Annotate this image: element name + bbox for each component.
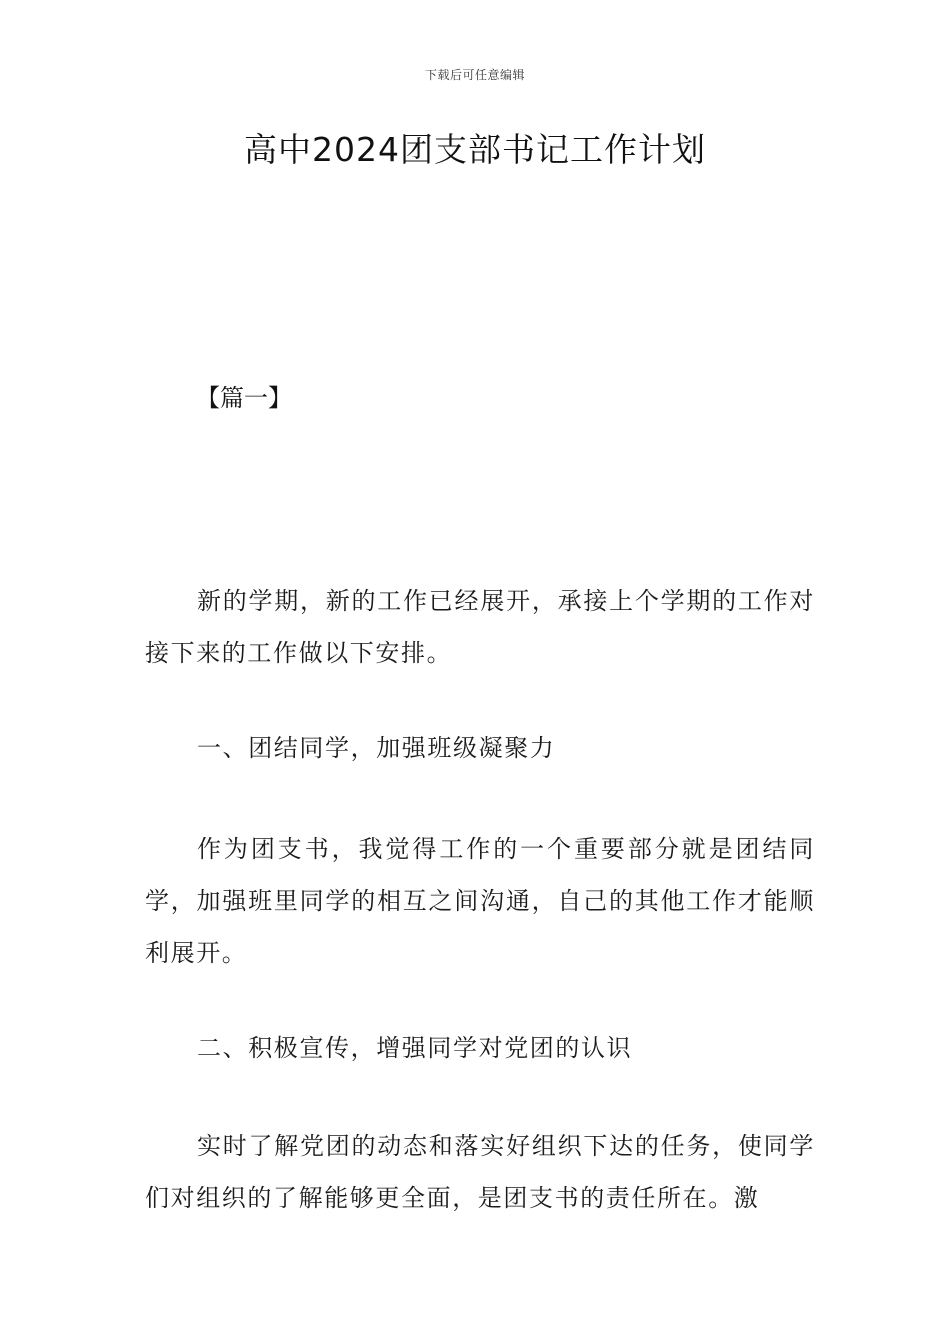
paragraph-point-one: 作为团支书，我觉得工作的一个重要部分就是团结同学，加强班里同学的相互之间沟通，自己的其他工作才能顺利展开。: [145, 835, 815, 967]
paragraph-point-two: 实时了解党团的动态和落实好组织下达的任务，使同学们对组织的了解能够更全面，是团支书的责任所在。激: [145, 1132, 815, 1212]
section-heading: 【篇一】: [196, 384, 292, 412]
paragraph-intro: 新的学期，新的工作已经展开，承接上个学期的工作对接下来的工作做以下安排。: [145, 587, 815, 667]
document-title: 高中2024团支部书记工作计划: [244, 130, 706, 169]
heading-point-two: 二、积极宣传，增强同学对党团的认识: [197, 1034, 633, 1062]
header-note: 下载后可任意编辑: [424, 68, 525, 82]
heading-point-one: 一、团结同学，加强班级凝聚力: [197, 734, 556, 762]
